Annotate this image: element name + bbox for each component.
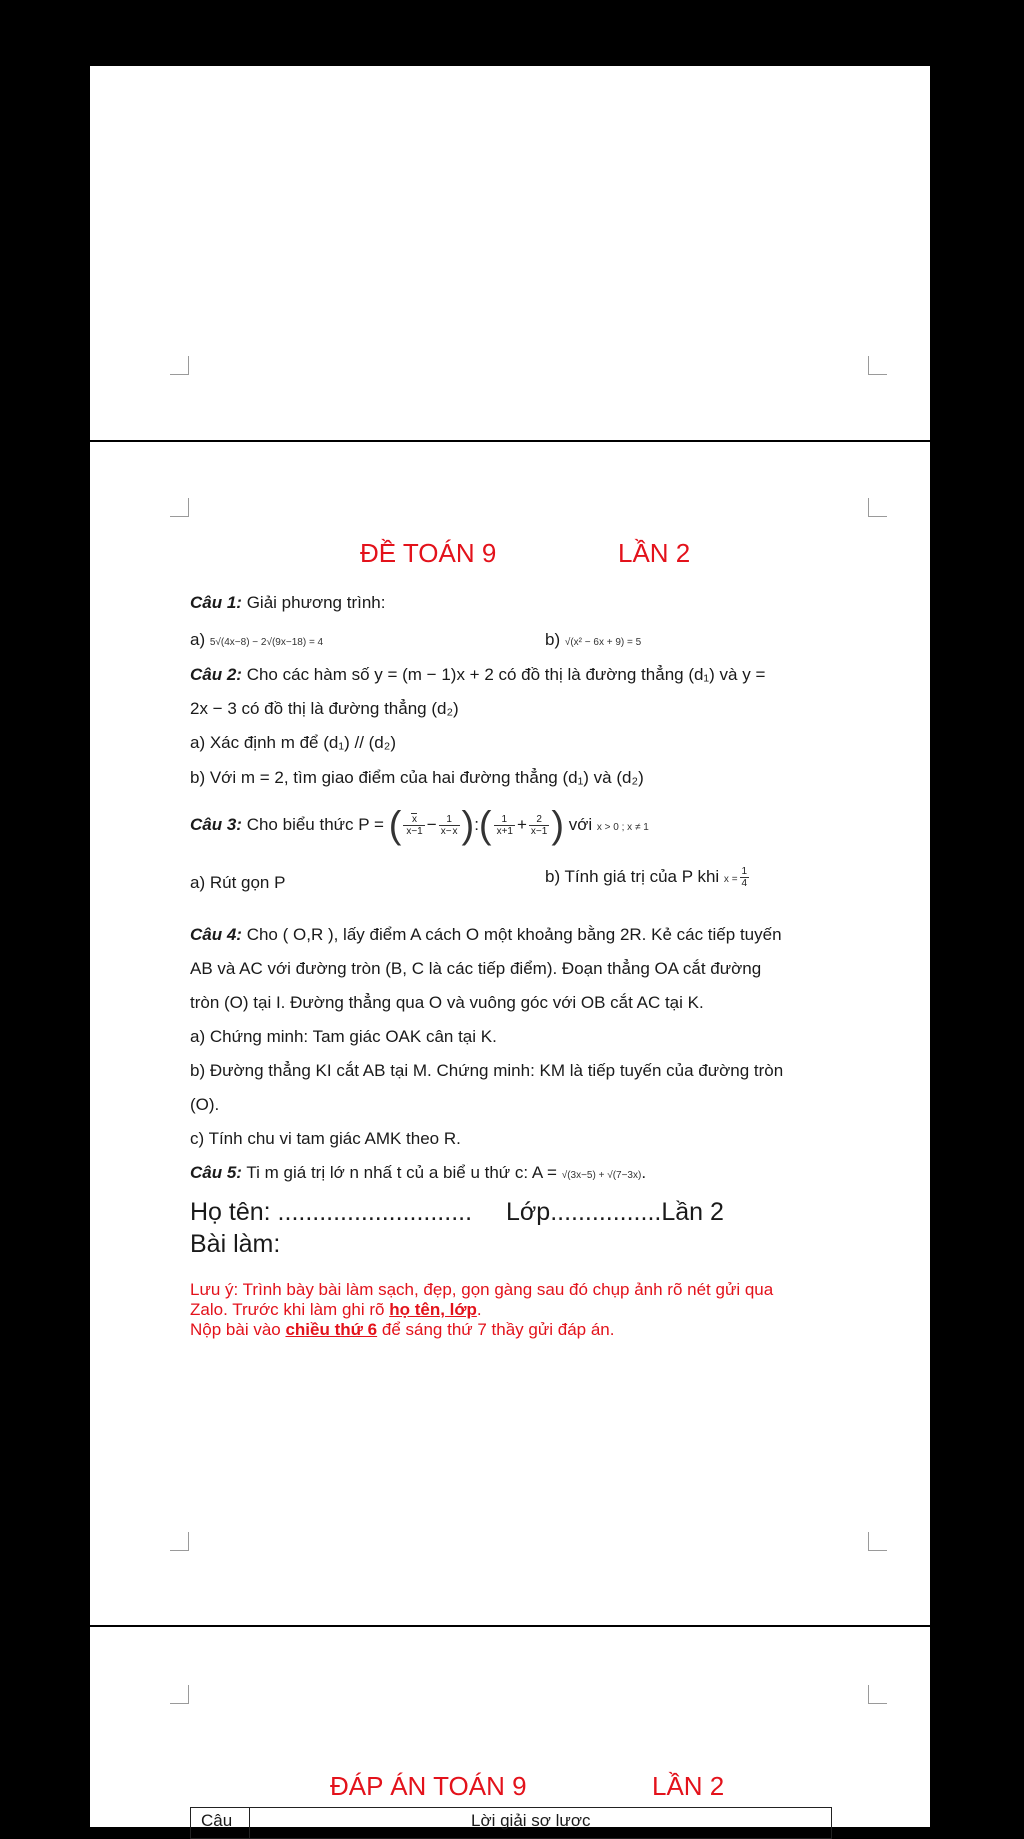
equation-1a: 5√(4x−8) − 2√(9x−18) = 4 [209,637,324,648]
exam-round: LẦN 2 [618,538,691,568]
question-4a: a) Chứng minh: Tam giác OAK cân tại K. [190,1027,497,1046]
question-4c: c) Tính chu vi tam giác AMK theo R. [190,1129,461,1148]
question-1 [190,592,385,614]
work-label: Bài làm: [190,1230,281,1258]
question-4b: b) Đường thẳng KI cắt AB tại M. Chứng minh: KM là tiếp tuyến của đường tròn [190,1061,784,1080]
corner-mark [868,1685,887,1704]
question-label: Câu 1: [190,593,242,612]
note: Lưu ý: Trình bày bài làm sạch, đẹp, gọn gàng sau đó chụp ảnh rõ nét gửi qua Zalo. Trước khi làm ghi rõ họ tên, lớp. Nộp bài vào chiều thứ 6 để sáng thứ 7 thầy gửi đáp án. [190,1280,774,1339]
question-1a: a) 5√(4x−8) − 2√(9x−18) = 4 [190,630,324,649]
question-2: Câu 2: Cho các hàm số y = (m − 1)x + 2 có đồ thị là đường thẳng (d₁) và y = [190,665,766,684]
question-3a: a) Rút gọn P [190,873,286,892]
corner-mark [170,356,189,375]
corner-mark [170,498,189,517]
question-2a: a) Xác định m để (d₁) // (d₂) [190,733,397,752]
question-5: Câu 5: Ti m giá trị lớ n nhấ t củ a biể u thứ c: A = √(3x−5) + √(7−3x). [190,1163,647,1182]
document-page-answer-key [90,1627,930,1830]
equation-1b: √(x² − 6x + 9) = 5 [564,637,642,648]
question-2-line2: 2x − 3 có đồ thị là đường thẳng (d₂) [190,699,459,718]
question-1b: b) √(x² − 6x + 9) = 5 [545,630,642,649]
corner-mark [170,1685,189,1704]
question-2b: b) Với m = 2, tìm giao điểm của hai đường thẳng (d₁) và (d₂) [190,768,644,787]
corner-mark [170,1532,189,1551]
corner-mark [868,1532,887,1551]
question-4: Câu 4: Cho ( O,R ), lấy điểm A cách O một khoảng bằng 2R. Kẻ các tiếp tuyến [190,925,782,944]
exam-title: ĐỀ TOÁN 9 [360,538,497,568]
question-text: Giải phương trình: [246,593,386,612]
answer-key-round: LẦN 2 [652,1771,725,1801]
answer-table-header: Câu Lời giải sơ lược [190,1807,832,1839]
question-3: Câu 3: Cho biểu thức P = ( $\frac{x}{x-1}$ − $\frac{1}{x-x}$ ):( $\frac{1}{x+1}$ + $\frac{2}{x-1}$ ) với x > 0 ; x ≠ 1 [190,804,649,847]
document-page-1 [90,66,930,440]
document-page-exam: ĐỀ TOÁN 9 LẦN 2 Câu 1: Giải phương trình: a) 5√(4x−8) − 2√(9x−18) = 4 b) √(x² − 6x + 9) = 5 Câu 2: Cho các hàm số y = (m − 1)x + 2 có đồ thị là đường thẳng (d₁) và y = 2x − 3 có đồ thị là đường thẳng (d₂) a) Xác định m để (d₁) // (d₂) b) Với m = 2, tìm giao điểm của hai đường thẳng (d₁) và (d₂) Câu 3: Cho biểu thức P = ( $\frac{x}{x-1}$ − $\frac{1}{x-x}$ ):( $\frac{1}{x+1}$ + $\frac{2}{x-1}$ ) với x > 0 ; x ≠ 1 a) Rút gọn P b) Tính giá trị của P khi x = $\frac{1}{4}$ Câu 4: Cho ( O,R ), lấy điểm A cách O một khoảng bằng 2R. Kẻ các tiếp tuyến AB và AC với đường tròn (B, C là các tiếp điểm). Đoạn thẳng OA cắt đường tròn (O) tại I. Đường thẳng qua O và vuông góc với OB cắt AC tại K. a) Chứng minh: Tam giác OAK cân tại K. b) Đường thẳng KI cắt AB tại M. Chứng minh: KM là tiếp tuyến của đường tròn (O). c) Tính chu vi tam giác AMK theo R. Câu 5: Ti m giá trị lớ n nhấ t củ a biể u thứ c: A = √(3x−5) + √(7−3x). Họ tên: ............................ Lớp................Lần 2 Bài làm: Lưu ý: Trình bày bài làm sạch, đẹp, gọn gàng sau đó chụp ảnh rõ nét gửi qua Zalo. Trước khi làm ghi rõ họ tên, lớp. Nộp bài vào chiều thứ 6 để sáng thứ 7 thầy gửi đáp án. [90,442,930,1625]
name-field: Họ tên: ............................ [190,1198,473,1226]
answer-key-title: ĐÁP ÁN TOÁN 9 [330,1771,527,1801]
corner-mark [868,498,887,517]
corner-mark [868,356,887,375]
class-field: Lớp................Lần 2 [506,1198,724,1226]
question-3b: b) Tính giá trị của P khi x = $\frac{1}{4}$ [545,866,748,890]
